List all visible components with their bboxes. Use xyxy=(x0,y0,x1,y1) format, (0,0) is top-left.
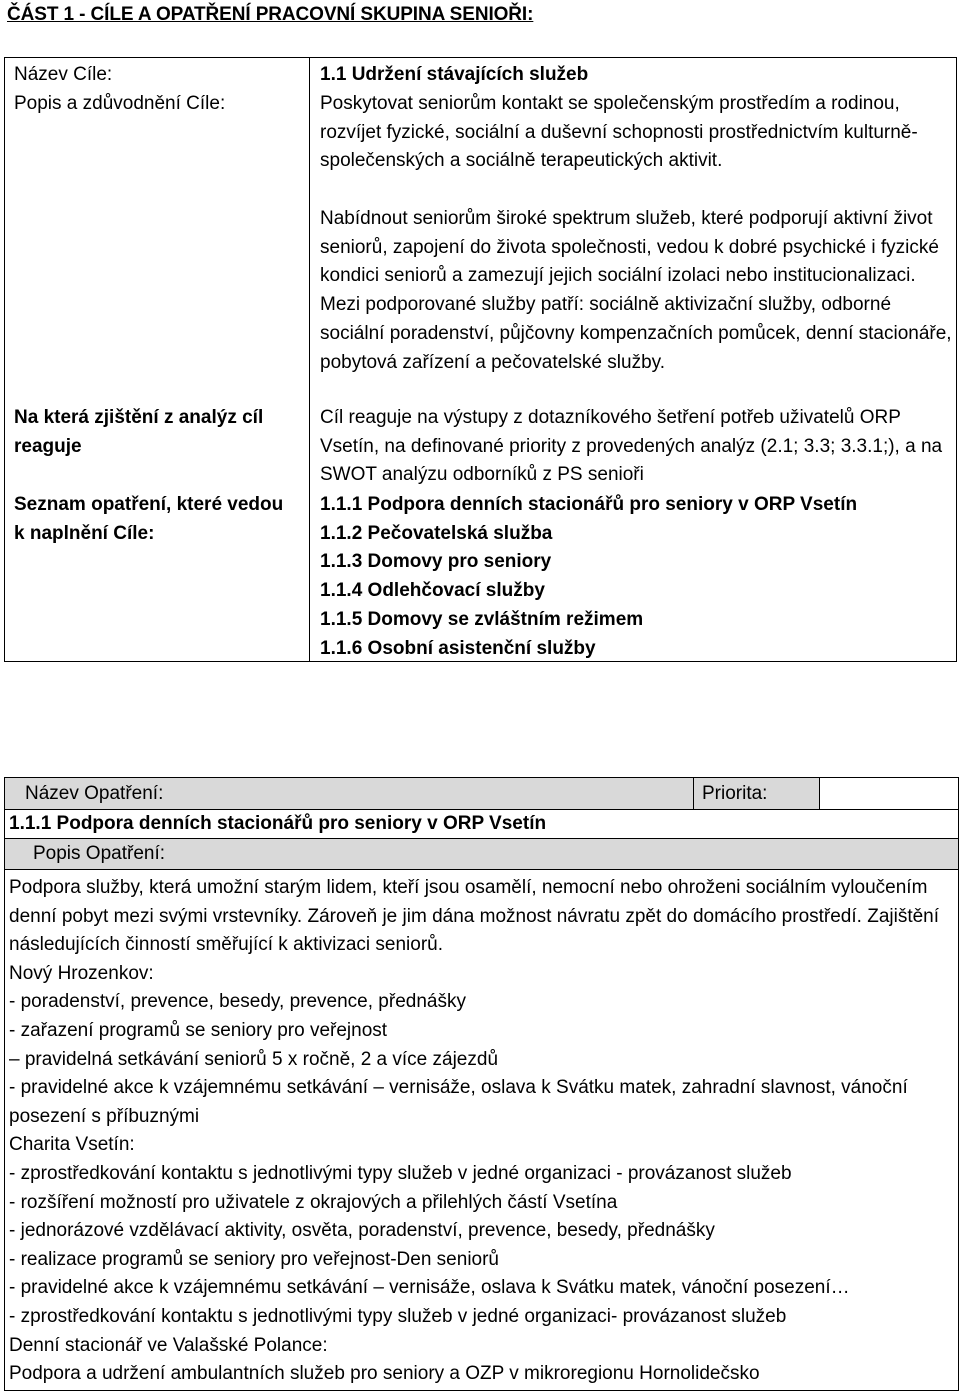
description-line: - jednorázové vzdělávací aktivity, osvěta, poradenství, prevence, besedy, přednášky xyxy=(9,1220,715,1242)
description-line: - realizace programů se seniory pro veřejnost-Den seniorů xyxy=(9,1248,500,1270)
description-line: – pravidelná setkávání seniorů 5 x ročně, 2 a více zájezdů xyxy=(9,1048,499,1070)
action-item: 1.1.5 Domovy se zvláštním režimem xyxy=(320,608,644,630)
description-line: Denní stacionář ve Valašské Polance: xyxy=(9,1334,328,1356)
goal-labels-column xyxy=(5,58,310,661)
goal-description-label: Popis a zdůvodnění Cíle: xyxy=(14,93,226,114)
description-line: Nový Hrozenkov: xyxy=(9,962,154,984)
priority-value-cell xyxy=(820,778,958,809)
measure-name: 1.1.1 Podpora denních stacionářů pro seniory v ORP Vsetín xyxy=(9,813,547,834)
description-line: - pravidelné akce k vzájemnému setkávání – vernisáže, oslava k Svátku matek, zahradní slavnost, vánoční posezení s příbuznými xyxy=(9,1077,908,1127)
goal-title: 1.1 Udržení stávajících služeb xyxy=(320,64,589,85)
description-line: Podpora a udržení ambulantních služeb pro seniory a OZP v mikroregionu Hornolidečsko xyxy=(9,1363,760,1385)
measure-name-label: Název Opatření: xyxy=(25,783,164,804)
description-line: - zprostředkování kontaktu s jednotlivými typy služeb v jedné organizaci - provázanost služeb xyxy=(9,1162,792,1184)
measure-description-header xyxy=(5,839,958,870)
description-line: Podpora služby, která umožní starým lidem, kteří jsou osamělí, nemocní nebo ohroženi sociálním vyloučením denní pobyt mezi svými vrstevníky. Zároveň je jim dána možnost návratu zpět do domácího prostředí. Zajištění následujících činností směřující k aktivizaci seniorů. xyxy=(9,877,940,956)
goal-name-label: Název Cíle: xyxy=(14,64,113,85)
description-line: - pravidelné akce k vzájemnému setkávání – vernisáže, oslava k Svátku matek, vánoční posezení… xyxy=(9,1277,850,1299)
goal-findings: Cíl reaguje na výstupy z dotazníkového šetření potřeb uživatelů ORP Vsetín, na definované priority z provedených analýz (2.1; 3.3; 3.3.1;), a na SWOT analýzu odborníků z PS senioři xyxy=(320,407,943,486)
measure-name-row xyxy=(5,810,958,839)
description-line: Charita Vsetín: xyxy=(9,1134,135,1156)
priority-label: Priorita: xyxy=(702,783,768,804)
goal-description-p1: Poskytovat seniorům kontakt se společenským prostředím a rodinou, rozvíjet fyzické, sociální a duševní schopnosti prostřednictvím kulturně-společenských a sociálně terapeutických aktivit. xyxy=(320,93,918,172)
action-item: 1.1.3 Domovy pro seniory xyxy=(320,551,552,573)
goal-content-column xyxy=(310,58,956,661)
action-item: 1.1.6 Osobní asistenční služby xyxy=(320,637,596,659)
action-item: 1.1.4 Odlehčovací služby xyxy=(320,580,545,602)
page-heading: ČÁST 1 - CÍLE A OPATŘENÍ PRACOVNÍ SKUPINA SENIOŘI: xyxy=(7,4,534,25)
measure-name-header xyxy=(5,778,694,809)
measure-table xyxy=(4,777,959,1391)
action-item: 1.1.1 Podpora denních stacionářů pro seniory v ORP Vsetín xyxy=(320,494,858,515)
measure-header-row xyxy=(5,778,958,810)
goal-actions-label: Seznam opatření, které vedou k naplnění Cíle: xyxy=(14,494,284,544)
goal-findings-label: Na která zjištění z analýz cíl reaguje xyxy=(14,407,264,457)
goal-action-list xyxy=(320,491,956,663)
action-item: 1.1.2 Pečovatelská služba xyxy=(320,522,553,544)
description-line: - rozšíření možností pro uživatele z okrajových a přilehlých částí Vsetína xyxy=(9,1191,618,1213)
measure-description-label: Popis Opatření: xyxy=(33,843,166,864)
goal-description-p2: Nabídnout seniorům široké spektrum služeb, které podporují aktivní život seniorů, zapojení do života společnosti, vedou k dobré psychické i fyzické kondici seniorů a zamezují jejich sociální izolaci nebo institucionalizaci. Mezi podporované služby patří: sociálně aktivizační služby, odborné sociální poradenství, půjčovny kompenzačních pomůcek, denní stacionáře, pobytová zařízení a pečovatelské služby. xyxy=(320,208,952,373)
measure-description-body xyxy=(9,874,954,1389)
goal-table xyxy=(4,57,957,662)
priority-header xyxy=(694,778,820,809)
description-line: - poradenství, prevence, besedy, prevence, přednášky xyxy=(9,991,466,1013)
description-line: - zprostředkování kontaktu s jednotlivými typy služeb v jedné organizaci- provázanost služeb xyxy=(9,1305,787,1327)
description-line: - zařazení programů se seniory pro veřejnost xyxy=(9,1019,388,1041)
